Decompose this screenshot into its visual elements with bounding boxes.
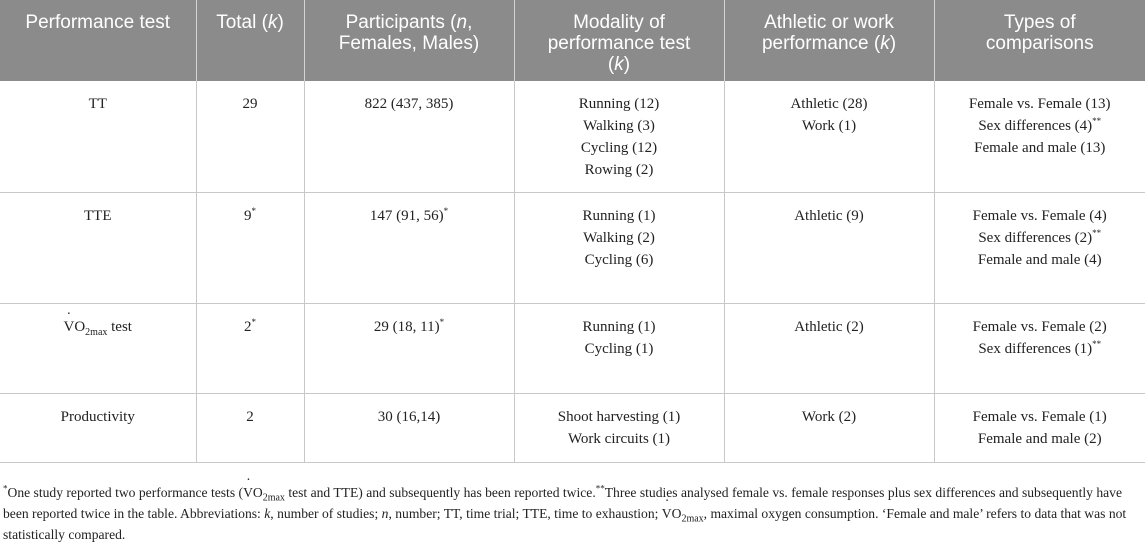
cell-total: 2 — [196, 393, 304, 462]
cell-performance: Athletic (9) — [724, 192, 934, 303]
cell-performance: Athletic (28) Work (1) — [724, 81, 934, 192]
cell-modality: Shoot harvesting (1) Work circuits (1) — [514, 393, 724, 462]
table-row — [0, 81, 1145, 192]
cell-total: 9* — [196, 192, 304, 303]
table-row — [0, 192, 1145, 303]
cell-comparisons: Female vs. Female (4) Sex differences (2)** Female and male (4) — [934, 192, 1145, 303]
cell-test: TTE — [0, 192, 196, 303]
cell-modality: Running (1) Cycling (1) — [514, 303, 724, 393]
cell-total: 29 — [196, 81, 304, 192]
table-footnote: *One study reported two performance tests (· $VO_{2max}$ test and TTE) and subsequently has been reported twice.**Three studies analysed female vs. female responses plus sex differences and subsequently have been reported twice in the table. Abbreviations: k, number of studies; n, number; TT, time trial; TTE, time to exhaustion; · $VO_{2max}$, maximal oxygen consumption. ‘Female and male’ refers to data that was not statistically compared. — [3, 482, 1141, 545]
header-row — [0, 0, 1145, 81]
header-modality: Modality of performance test (k) — [514, 0, 724, 81]
cell-performance: Work (2) — [724, 393, 934, 462]
cell-modality: Running (1) Walking (2) Cycling (6) — [514, 192, 724, 303]
cell-performance: Athletic (2) — [724, 303, 934, 393]
cell-comparisons: Female vs. Female (13) Sex differences (4)** Female and male (13) — [934, 81, 1145, 192]
table-row — [0, 393, 1145, 462]
table-row — [0, 303, 1145, 393]
cell-test: TT — [0, 81, 196, 192]
cell-comparisons: Female vs. Female (2) Sex differences (1)** — [934, 303, 1145, 393]
cell-test: · $VO_{2max}$ test — [0, 303, 196, 393]
cell-participants: 30 (16,14) — [304, 393, 514, 462]
cell-comparisons: Female vs. Female (1) Female and male (2) — [934, 393, 1145, 462]
cell-total: 2* — [196, 303, 304, 393]
cell-modality: Running (12) Walking (3) Cycling (12) Rowing (2) — [514, 81, 724, 192]
cell-participants: 29 (18, 11)* — [304, 303, 514, 393]
header-performance-test: Performance test — [0, 0, 196, 81]
cell-test: Productivity — [0, 393, 196, 462]
header-performance-type: Athletic or work performance (k) — [724, 0, 934, 81]
header-participants: Participants (n, Females, Males) — [304, 0, 514, 81]
header-total: Total (k) — [196, 0, 304, 81]
header-comparisons: Types of comparisons — [934, 0, 1145, 81]
cell-participants: 147 (91, 56)* — [304, 192, 514, 303]
cell-participants: 822 (437, 385) — [304, 81, 514, 192]
